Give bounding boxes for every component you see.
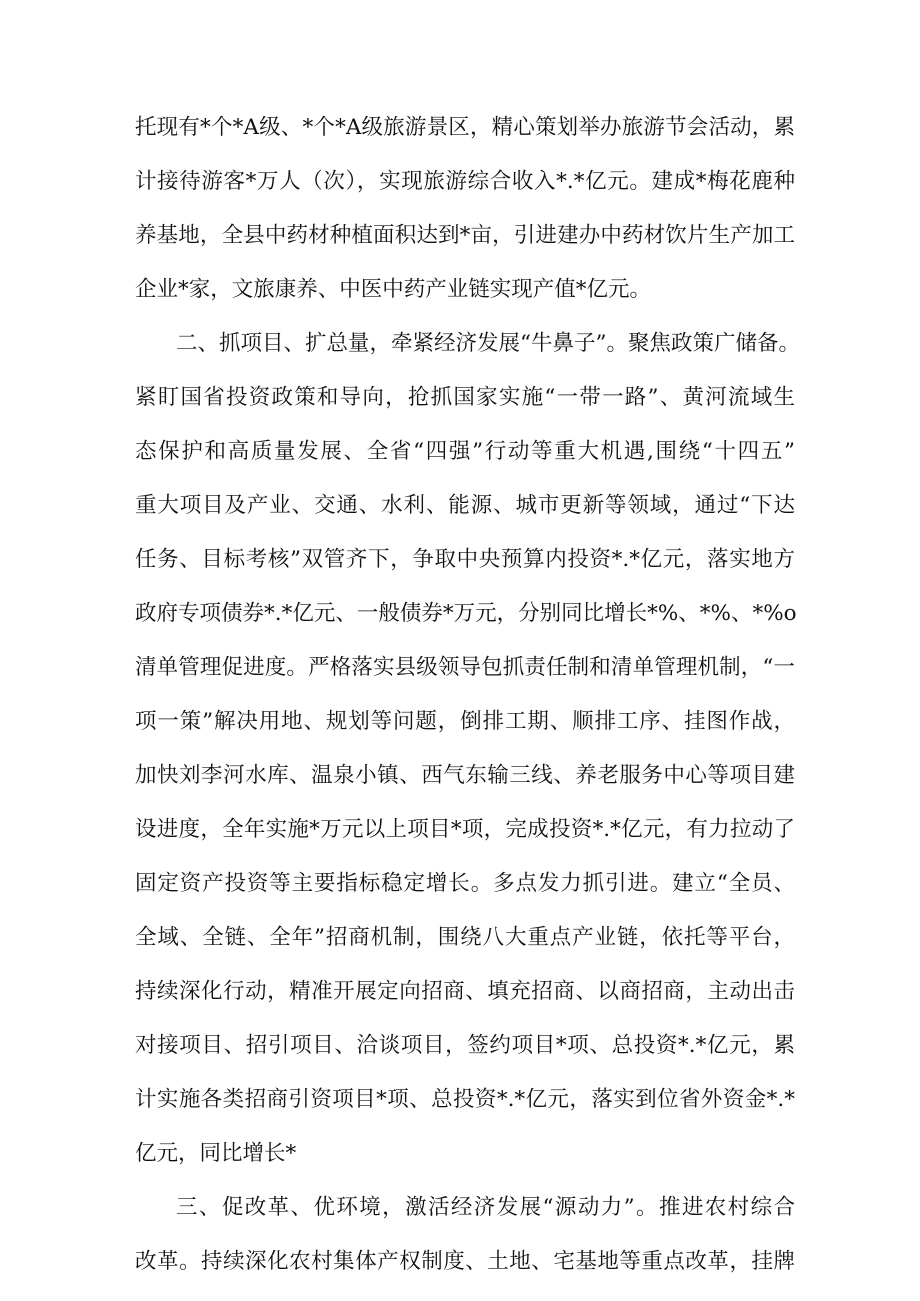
- text-line: 对接项目、招引项目、洽谈项目，签约项目*项、总投资*.*亿元，累: [135, 1033, 795, 1058]
- text-line: 全域、全链、全年”招商机制，围绕八大重点产业链，依托等平台，: [135, 925, 795, 950]
- text-line: 固定资产投资等主要指标稳定增长。多点发力抓引进。建立“全员、: [135, 871, 795, 896]
- text-line: 亿元，同比增长*: [135, 1141, 297, 1166]
- text-line: 养基地，全县中药材种植面积达到*亩，引进建办中药材饮片生产加工: [135, 223, 795, 248]
- text-line: 加快刘李河水库、温泉小镇、西气东输三线、养老服务中心等项目建: [135, 763, 795, 788]
- text-line: 计实施各类招商引资项目*项、总投资*.*亿元，落实到位省外资金*.*: [135, 1087, 795, 1112]
- text-line: 任务、目标考核”双管齐下，争取中央预算内投资*.*亿元，落实地方: [135, 547, 795, 572]
- text-line: 重大项目及产业、交通、水利、能源、城市更新等领域，通过“下达: [135, 493, 795, 518]
- text-line: 托现有*个*A级、*个*A级旅游景区，精心策划举办旅游节会活动，累: [135, 115, 795, 140]
- text-line: 改革。持续深化农村集体产权制度、土地、宅基地等重点改革，挂牌: [135, 1249, 795, 1274]
- text-line: 持续深化行动，精准开展定向招商、填充招商、以商招商，主动出击: [135, 979, 795, 1004]
- text-line: 企业*家，文旅康养、中医中药产业链实现产值*亿元。: [135, 277, 652, 302]
- text-line: 政府专项债券*.*亿元、一般债券*万元，分别同比增长*%、*%、*%o: [135, 601, 797, 626]
- text-line: 紧盯国省投资政策和导向，抢抓国家实施“一带一路”、黄河流域生: [135, 385, 795, 410]
- text-line: 清单管理促进度。严格落实县级领导包抓责任制和清单管理机制，“一: [135, 655, 795, 680]
- section-heading-line: 三、促改革、优环境，激活经济发展“源动力”。推进农村综合: [176, 1195, 795, 1220]
- text-line: 设进度，全年实施*万元以上项目*项，完成投资*.*亿元，有力拉动了: [135, 817, 795, 842]
- text-line: 计接待游客*万人（次），实现旅游综合收入*.*亿元。建成*梅花鹿种: [135, 169, 795, 194]
- text-line: 项一策”解决用地、规划等问题，倒排工期、顺排工序、挂图作战，: [135, 709, 795, 734]
- text-line: 态保护和高质量发展、全省“四强”行动等重大机遇,围绕“十四五”: [135, 439, 795, 464]
- section-heading-line: 二、抓项目、扩总量，牵紧经济发展“牛鼻子”。聚焦政策广储备。: [176, 331, 800, 356]
